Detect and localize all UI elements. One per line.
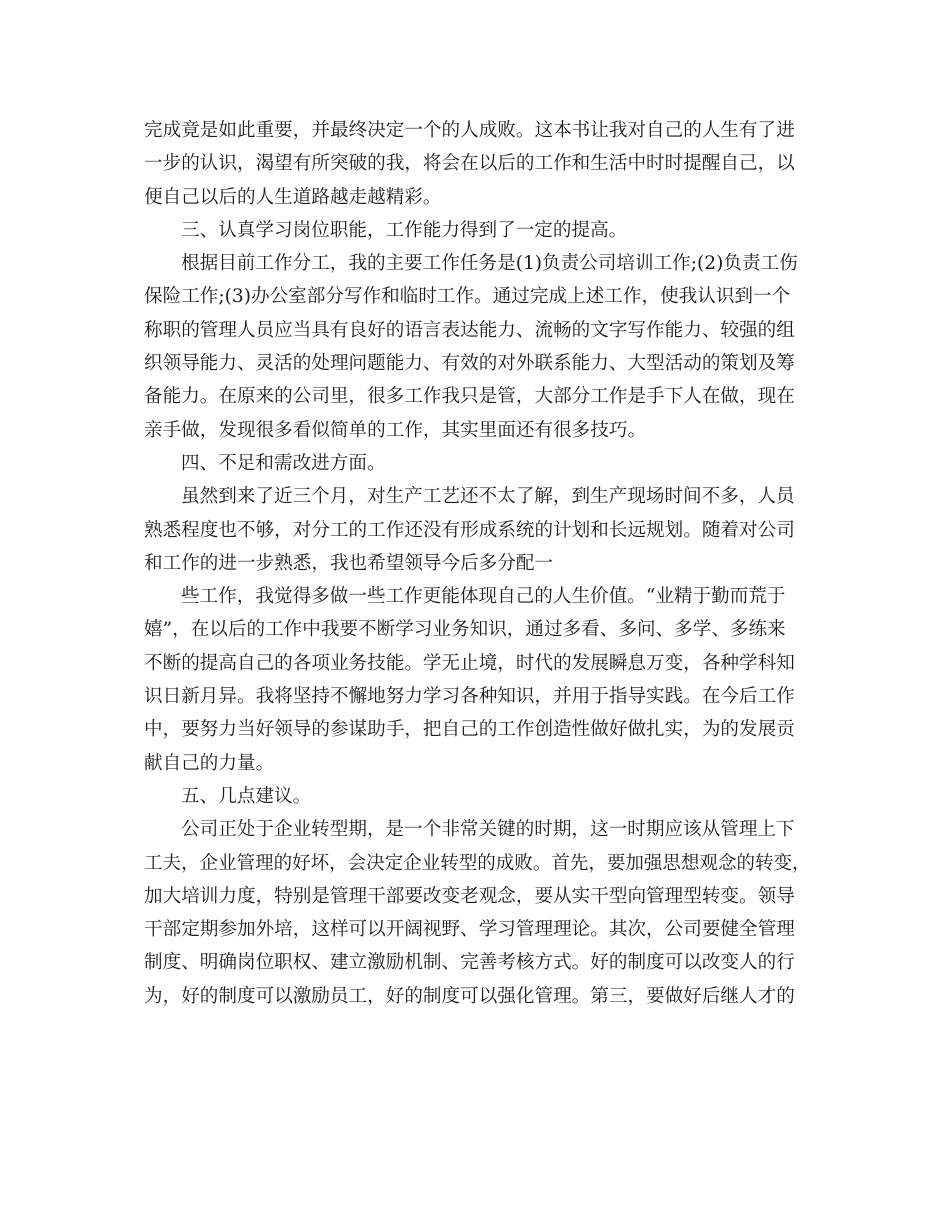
text-line: 加大培训力度，特别是管理干部要改变老观念，要从实干型向管理型转变。领导 [144, 885, 795, 907]
text-line: 根据目前工作分工，我的主要工作任务是(1)负责公司培训工作;(2)负责工伤 [181, 253, 798, 275]
text-line: 保险工作;(3)办公室部分写作和临时工作。通过完成上述工作，使我认识到一个 [144, 286, 791, 308]
text-line: 和工作的进一步熟悉，我也希望领导今后多分配一 [144, 552, 554, 574]
document-body [144, 114, 810, 1013]
text-line: 织领导能力、灵活的处理问题能力、有效的对外联系能力、大型活动的策划及筹 [144, 353, 795, 375]
text-line: 献自己的力量。 [144, 752, 275, 774]
text-line: 三、认真学习岗位职能，工作能力得到了一定的提高。 [181, 219, 628, 241]
text-line: 嬉”，在以后的工作中我要不断学习业务知识，通过多看、多问、多学、多练来 [144, 619, 786, 641]
text-line: 便自己以后的人生道路越走越精彩。 [144, 186, 442, 208]
text-line: 为，好的制度可以激励员工，好的制度可以强化管理。第三，要做好后继人才的 [144, 985, 795, 1007]
text-line: 熟悉程度也不够，对分工的工作还没有形成系统的计划和长远规划。随着对公司 [144, 519, 795, 541]
text-line: 虽然到来了近三个月，对生产工艺还不太了解，到生产现场时间不多，人员 [181, 486, 795, 508]
text-line: 中，要努力当好领导的参谋助手，把自己的工作创造性做好做扎实，为的发展贡 [144, 719, 795, 741]
text-line: 不断的提高自己的各项业务技能。学无止境，时代的发展瞬息万变，各种学科知 [144, 652, 795, 674]
text-line: 四、不足和需改进方面。 [181, 452, 386, 474]
text-line: 识日新月异。我将坚持不懈地努力学习各种知识，并用于指导实践。在今后工作 [144, 686, 795, 708]
text-line: 制度、明确岗位职权、建立激励机制、完善考核方式。好的制度可以改变人的行 [144, 952, 795, 974]
text-line: 公司正处于企业转型期，是一个非常关键的时期，这一时期应该从管理上下 [181, 819, 795, 841]
text-line: 工夫，企业管理的好坏，会决定企业转型的成败。首先，要加强思想观念的转变， [144, 852, 811, 874]
text-line: 称职的管理人员应当具有良好的语言表达能力、流畅的文字写作能力、较强的组 [144, 319, 795, 341]
text-line: 一步的认识，渴望有所突破的我，将会在以后的工作和生活中时时提醒自己，以 [144, 153, 795, 175]
text-line: 五、几点建议。 [181, 785, 312, 807]
text-line: 备能力。在原来的公司里，很多工作我只是管，大部分工作是手下人在做，现在 [144, 386, 795, 408]
text-line: 干部定期参加外培，这样可以开阔视野、学习管理理论。其次，公司要健全管理 [144, 919, 795, 941]
text-line: 些工作，我觉得多做一些工作更能体现自己的人生价值。“业精于勤而荒于 [181, 586, 786, 608]
text-line: 完成竟是如此重要，并最终决定一个的人成败。这本书让我对自己的人生有了进 [144, 120, 795, 141]
text-line: 亲手做，发现很多看似简单的工作，其实里面还有很多技巧。 [144, 419, 647, 441]
